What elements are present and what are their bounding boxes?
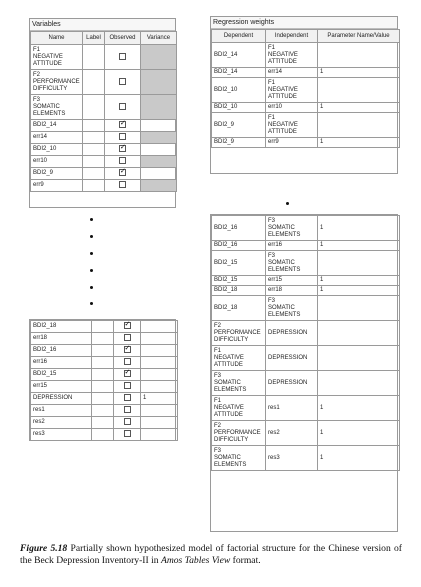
variable-row[interactable] xyxy=(31,70,177,95)
observed-checkbox[interactable] xyxy=(124,334,131,341)
figure-label: Figure 5.18 xyxy=(20,543,68,554)
variable-row[interactable] xyxy=(31,144,177,156)
variable-row[interactable] xyxy=(31,95,177,120)
observed-checkbox[interactable] xyxy=(119,103,126,110)
variable-label-cell[interactable] xyxy=(92,369,114,381)
variable-row[interactable] xyxy=(31,429,178,441)
variable-observed-cell[interactable] xyxy=(105,132,141,144)
independent-value: F3 SOMATIC ELEMENTS xyxy=(268,252,301,273)
parameter-cell[interactable] xyxy=(318,371,400,396)
continuation-dot xyxy=(90,302,93,305)
variable-observed-cell[interactable] xyxy=(105,168,141,180)
dependent-cell[interactable] xyxy=(212,396,266,421)
regression-row[interactable] xyxy=(212,346,400,371)
variable-name: err10 xyxy=(33,158,48,164)
variable-row[interactable] xyxy=(31,321,178,333)
observed-checkbox[interactable] xyxy=(124,370,131,377)
regression-row[interactable] xyxy=(212,78,400,103)
variable-name: BDI2_10 xyxy=(33,146,57,152)
variable-variance-cell[interactable] xyxy=(141,95,177,120)
dependent-value: F2 PERFORMANCE DIFFICULTY xyxy=(214,322,261,343)
dependent-cell[interactable] xyxy=(212,113,266,138)
variables-table xyxy=(30,31,177,192)
parameter-value: 1 xyxy=(320,224,324,231)
variable-name-cell[interactable] xyxy=(31,393,92,405)
dependent-cell[interactable] xyxy=(212,78,266,103)
variable-observed-cell[interactable] xyxy=(105,180,141,192)
variable-observed-cell[interactable] xyxy=(105,95,141,120)
header-label[interactable]: Label xyxy=(83,32,105,45)
parameter-cell[interactable] xyxy=(318,43,400,68)
variable-name: err15 xyxy=(33,383,48,389)
variable-label-cell[interactable] xyxy=(83,156,105,168)
variable-label-cell[interactable] xyxy=(83,120,105,132)
variable-label-cell[interactable] xyxy=(92,321,114,333)
variable-row[interactable] xyxy=(31,156,177,168)
observed-checkbox[interactable] xyxy=(124,382,131,389)
variable-observed-cell[interactable] xyxy=(114,321,141,333)
header-variance[interactable]: Variance xyxy=(141,32,177,45)
variable-name: BDI2_16 xyxy=(33,347,57,353)
independent-cell[interactable] xyxy=(266,286,318,296)
variable-variance-cell[interactable] xyxy=(141,132,177,144)
regression-row[interactable] xyxy=(212,286,400,296)
parameter-cell[interactable] xyxy=(318,138,400,148)
regression-row[interactable] xyxy=(212,276,400,286)
observed-checkbox[interactable] xyxy=(124,394,131,401)
dependent-cell[interactable] xyxy=(212,216,266,241)
variable-row[interactable] xyxy=(31,393,178,405)
variable-name-cell[interactable] xyxy=(31,381,92,393)
dependent-value: F2 PERFORMANCE DIFFICULTY xyxy=(214,422,261,443)
independent-value: err14 xyxy=(268,69,283,75)
variable-name-cell[interactable] xyxy=(31,321,92,333)
variable-label-cell[interactable] xyxy=(83,132,105,144)
parameter-cell[interactable] xyxy=(318,113,400,138)
independent-value: F3 SOMATIC ELEMENTS xyxy=(268,217,301,238)
header-independent[interactable]: Independent xyxy=(266,30,318,43)
parameter-cell[interactable] xyxy=(318,346,400,371)
variance-value: 1 xyxy=(143,395,147,401)
variable-name-cell[interactable] xyxy=(31,144,83,156)
variable-name: BDI2_15 xyxy=(33,371,57,377)
independent-cell[interactable] xyxy=(266,43,318,68)
variable-name: res1 xyxy=(33,407,45,413)
header-name[interactable]: Name xyxy=(31,32,83,45)
continuation-dot xyxy=(90,269,93,272)
variable-name: F3 SOMATIC ELEMENTS xyxy=(33,96,66,117)
observed-checkbox[interactable] xyxy=(124,406,131,413)
independent-cell[interactable] xyxy=(266,276,318,286)
variable-name-cell[interactable] xyxy=(31,417,92,429)
independent-value: err9 xyxy=(268,139,279,145)
variable-label-cell[interactable] xyxy=(83,70,105,95)
variable-label-cell[interactable] xyxy=(83,144,105,156)
independent-value: F1 NEGATIVE ATTITUDE xyxy=(268,44,298,65)
variables-panel-lower xyxy=(29,319,176,441)
regression-row[interactable] xyxy=(212,241,400,251)
variable-row[interactable] xyxy=(31,381,178,393)
variable-label-cell[interactable] xyxy=(92,345,114,357)
variable-label-cell[interactable] xyxy=(83,180,105,192)
variable-variance-cell[interactable] xyxy=(141,120,177,132)
parameter-value: 1 xyxy=(320,429,324,436)
variable-observed-cell[interactable] xyxy=(114,345,141,357)
variable-variance-cell[interactable] xyxy=(141,144,177,156)
parameter-value: 1 xyxy=(320,287,324,293)
variable-observed-cell[interactable] xyxy=(114,417,141,429)
variable-name: F2 PERFORMANCE DIFFICULTY xyxy=(33,71,80,92)
variable-name: F1 NEGATIVE ATTITUDE xyxy=(33,46,63,67)
variable-name-cell[interactable] xyxy=(31,405,92,417)
parameter-cell[interactable] xyxy=(318,286,400,296)
variable-label-cell[interactable] xyxy=(83,95,105,120)
dependent-value: BDI2_15 xyxy=(214,259,238,266)
independent-cell[interactable] xyxy=(266,241,318,251)
parameter-value: 1 xyxy=(320,404,324,411)
variable-row[interactable] xyxy=(31,120,177,132)
variable-name-cell[interactable] xyxy=(31,132,83,144)
regression-row[interactable] xyxy=(212,296,400,321)
variable-variance-cell[interactable] xyxy=(141,321,178,333)
variable-observed-cell[interactable] xyxy=(114,357,141,369)
independent-cell[interactable] xyxy=(266,421,318,446)
independent-value: err15 xyxy=(268,277,283,283)
independent-cell[interactable] xyxy=(266,396,318,421)
regression-row[interactable] xyxy=(212,216,400,241)
observed-checkbox[interactable] xyxy=(119,78,126,85)
variables-panel xyxy=(29,18,176,208)
observed-checkbox[interactable] xyxy=(119,145,126,152)
variable-label-cell[interactable] xyxy=(92,333,114,345)
variable-observed-cell[interactable] xyxy=(114,393,141,405)
dependent-cell[interactable] xyxy=(212,138,266,148)
observed-checkbox[interactable] xyxy=(124,346,131,353)
variable-observed-cell[interactable] xyxy=(105,156,141,168)
variable-name: BDI2_9 xyxy=(33,170,54,176)
continuation-dot xyxy=(286,202,289,205)
variable-row[interactable] xyxy=(31,132,177,144)
independent-cell[interactable] xyxy=(266,68,318,78)
continuation-dot xyxy=(90,235,93,238)
dependent-value: BDI2_16 xyxy=(214,242,238,248)
variable-observed-cell[interactable] xyxy=(105,45,141,70)
variable-row[interactable] xyxy=(31,405,178,417)
observed-checkbox[interactable] xyxy=(124,358,131,365)
independent-cell[interactable] xyxy=(266,216,318,241)
dependent-cell[interactable] xyxy=(212,241,266,251)
regression-row[interactable] xyxy=(212,396,400,421)
independent-cell[interactable] xyxy=(266,78,318,103)
variable-variance-cell[interactable] xyxy=(141,417,178,429)
regression-row[interactable] xyxy=(212,321,400,346)
variable-observed-cell[interactable] xyxy=(114,429,141,441)
caption-suffix: format. xyxy=(232,555,261,566)
independent-cell[interactable] xyxy=(266,446,318,471)
parameter-cell[interactable] xyxy=(318,396,400,421)
figure-caption xyxy=(20,543,402,567)
independent-value: DEPRESSION xyxy=(268,329,308,336)
regression-panel xyxy=(210,16,398,174)
variable-observed-cell[interactable] xyxy=(114,381,141,393)
independent-cell[interactable] xyxy=(266,346,318,371)
variable-name: BDI2_18 xyxy=(33,323,57,329)
regression-row[interactable] xyxy=(212,371,400,396)
variable-variance-cell[interactable] xyxy=(141,45,177,70)
variable-row[interactable] xyxy=(31,333,178,345)
variables-panel-title: Variables xyxy=(30,19,175,31)
dependent-value: BDI2_9 xyxy=(214,121,235,128)
observed-checkbox[interactable] xyxy=(119,133,126,140)
parameter-cell[interactable] xyxy=(318,251,400,276)
continuation-dot xyxy=(90,286,93,289)
variable-row[interactable] xyxy=(31,357,178,369)
dependent-cell[interactable] xyxy=(212,371,266,396)
variable-variance-cell[interactable] xyxy=(141,168,177,180)
variable-name-cell[interactable] xyxy=(31,345,92,357)
variable-name: BDI2_14 xyxy=(33,122,57,128)
continuation-dot xyxy=(90,252,93,255)
parameter-cell[interactable] xyxy=(318,78,400,103)
independent-cell[interactable] xyxy=(266,296,318,321)
parameter-cell[interactable] xyxy=(318,103,400,113)
variable-variance-cell[interactable] xyxy=(141,393,178,405)
variable-observed-cell[interactable] xyxy=(114,333,141,345)
parameter-cell[interactable] xyxy=(318,321,400,346)
dependent-cell[interactable] xyxy=(212,446,266,471)
dependent-value: BDI2_16 xyxy=(214,224,238,231)
dependent-value: BDI2_14 xyxy=(214,51,238,58)
regression-panel-title: Regression weights xyxy=(211,17,397,29)
dependent-value: F1 NEGATIVE ATTITUDE xyxy=(214,347,244,368)
independent-value: DEPRESSION xyxy=(268,354,308,361)
variable-label-cell[interactable] xyxy=(92,405,114,417)
variable-name: DEPRESSION xyxy=(33,395,73,401)
dependent-value: BDI2_18 xyxy=(214,287,238,293)
header-observed[interactable]: Observed xyxy=(105,32,141,45)
dependent-value: BDI2_10 xyxy=(214,86,238,93)
independent-value: DEPRESSION xyxy=(268,379,308,386)
independent-value: err16 xyxy=(268,242,283,248)
independent-value: F1 NEGATIVE ATTITUDE xyxy=(268,79,298,100)
variables-header-row xyxy=(31,32,177,45)
variable-variance-cell[interactable] xyxy=(141,156,177,168)
parameter-value: 1 xyxy=(320,242,324,248)
variable-variance-cell[interactable] xyxy=(141,381,178,393)
independent-value: F3 SOMATIC ELEMENTS xyxy=(268,297,301,318)
independent-cell[interactable] xyxy=(266,113,318,138)
dependent-cell[interactable] xyxy=(212,296,266,321)
parameter-value: 1 xyxy=(320,139,324,145)
parameter-value: 1 xyxy=(320,104,324,110)
variable-row[interactable] xyxy=(31,417,178,429)
regression-row[interactable] xyxy=(212,113,400,138)
variable-row[interactable] xyxy=(31,45,177,70)
variable-variance-cell[interactable] xyxy=(141,405,178,417)
dependent-value: BDI2_18 xyxy=(214,304,238,311)
variable-name: res2 xyxy=(33,419,45,425)
independent-cell[interactable] xyxy=(266,103,318,113)
regression-row[interactable] xyxy=(212,43,400,68)
dependent-value: BDI2_9 xyxy=(214,139,235,145)
variable-name: err9 xyxy=(33,182,44,188)
variable-label-cell[interactable] xyxy=(92,381,114,393)
variable-name-cell[interactable] xyxy=(31,168,83,180)
variable-name-cell[interactable] xyxy=(31,333,92,345)
dependent-cell[interactable] xyxy=(212,276,266,286)
variable-name-cell[interactable] xyxy=(31,357,92,369)
dependent-cell[interactable] xyxy=(212,346,266,371)
observed-checkbox[interactable] xyxy=(124,430,131,437)
parameter-cell[interactable] xyxy=(318,446,400,471)
parameter-cell[interactable] xyxy=(318,296,400,321)
dependent-cell[interactable] xyxy=(212,421,266,446)
variable-variance-cell[interactable] xyxy=(141,70,177,95)
regression-row[interactable] xyxy=(212,446,400,471)
variable-label-cell[interactable] xyxy=(83,45,105,70)
variable-label-cell[interactable] xyxy=(83,168,105,180)
independent-cell[interactable] xyxy=(266,371,318,396)
caption-italic: Amos Tables View xyxy=(160,555,231,566)
variable-name: res3 xyxy=(33,431,45,437)
independent-value: F1 NEGATIVE ATTITUDE xyxy=(268,114,298,135)
independent-cell[interactable] xyxy=(266,138,318,148)
header-dependent[interactable]: Dependent xyxy=(212,30,266,43)
regression-table xyxy=(211,29,400,148)
parameter-cell[interactable] xyxy=(318,68,400,78)
variable-label-cell[interactable] xyxy=(92,357,114,369)
variable-variance-cell[interactable] xyxy=(141,369,178,381)
independent-value: err10 xyxy=(268,104,283,110)
observed-checkbox[interactable] xyxy=(124,322,131,329)
parameter-value: 1 xyxy=(320,454,324,461)
regression-table-lower xyxy=(211,215,400,471)
variable-observed-cell[interactable] xyxy=(114,405,141,417)
dependent-value: BDI2_10 xyxy=(214,104,238,110)
variable-variance-cell[interactable] xyxy=(141,345,178,357)
independent-value: res3 xyxy=(268,454,280,461)
dependent-cell[interactable] xyxy=(212,251,266,276)
variables-table-lower xyxy=(30,320,178,441)
variable-name-cell[interactable] xyxy=(31,156,83,168)
variable-row[interactable] xyxy=(31,369,178,381)
independent-value: err18 xyxy=(268,287,283,293)
variable-label-cell[interactable] xyxy=(92,393,114,405)
variable-name: err18 xyxy=(33,335,48,341)
regression-panel-lower xyxy=(210,214,398,532)
regression-row[interactable] xyxy=(212,421,400,446)
dependent-cell[interactable] xyxy=(212,103,266,113)
variable-variance-cell[interactable] xyxy=(141,429,178,441)
independent-value: res2 xyxy=(268,429,280,436)
dependent-value: BDI2_14 xyxy=(214,69,238,75)
variable-name-cell[interactable] xyxy=(31,369,92,381)
observed-checkbox[interactable] xyxy=(119,169,126,176)
variable-name-cell[interactable] xyxy=(31,70,83,95)
variable-label-cell[interactable] xyxy=(92,429,114,441)
dependent-cell[interactable] xyxy=(212,43,266,68)
parameter-value: 1 xyxy=(320,277,324,283)
variable-variance-cell[interactable] xyxy=(141,333,178,345)
variable-observed-cell[interactable] xyxy=(114,369,141,381)
parameter-cell[interactable] xyxy=(318,241,400,251)
regression-row[interactable] xyxy=(212,138,400,148)
dependent-value: F3 SOMATIC ELEMENTS xyxy=(214,372,247,393)
header-parameter[interactable]: Parameter Name/Value xyxy=(318,30,400,43)
dependent-value: F1 NEGATIVE ATTITUDE xyxy=(214,397,244,418)
observed-checkbox[interactable] xyxy=(119,121,126,128)
variable-variance-cell[interactable] xyxy=(141,180,177,192)
parameter-cell[interactable] xyxy=(318,216,400,241)
observed-checkbox[interactable] xyxy=(119,181,126,188)
dependent-value: F3 SOMATIC ELEMENTS xyxy=(214,447,247,468)
independent-cell[interactable] xyxy=(266,321,318,346)
independent-value: res1 xyxy=(268,404,280,411)
variable-row[interactable] xyxy=(31,168,177,180)
parameter-cell[interactable] xyxy=(318,276,400,286)
observed-checkbox[interactable] xyxy=(119,157,126,164)
caption-text: Partially shown hypothesized model of factorial structure for the Chinese version of the Beck Depression Inventory-II in xyxy=(20,543,402,566)
independent-cell[interactable] xyxy=(266,251,318,276)
variable-observed-cell[interactable] xyxy=(105,70,141,95)
dependent-cell[interactable] xyxy=(212,68,266,78)
regression-row[interactable] xyxy=(212,68,400,78)
regression-header-row xyxy=(212,30,400,43)
variable-name-cell[interactable] xyxy=(31,45,83,70)
continuation-dot xyxy=(90,218,93,221)
observed-checkbox[interactable] xyxy=(119,53,126,60)
variable-name-cell[interactable] xyxy=(31,120,83,132)
variable-name-cell[interactable] xyxy=(31,95,83,120)
observed-checkbox[interactable] xyxy=(124,418,131,425)
variable-row[interactable] xyxy=(31,180,177,192)
regression-row[interactable] xyxy=(212,103,400,113)
variable-observed-cell[interactable] xyxy=(105,144,141,156)
variable-variance-cell[interactable] xyxy=(141,357,178,369)
variable-name: err16 xyxy=(33,359,48,365)
dependent-value: BDI2_15 xyxy=(214,277,238,283)
variable-name-cell[interactable] xyxy=(31,180,83,192)
parameter-value: 1 xyxy=(320,69,324,75)
regression-row[interactable] xyxy=(212,251,400,276)
variable-name: err14 xyxy=(33,134,48,140)
variable-label-cell[interactable] xyxy=(92,417,114,429)
parameter-cell[interactable] xyxy=(318,421,400,446)
dependent-cell[interactable] xyxy=(212,286,266,296)
variable-name-cell[interactable] xyxy=(31,429,92,441)
dependent-cell[interactable] xyxy=(212,321,266,346)
variable-observed-cell[interactable] xyxy=(105,120,141,132)
variable-row[interactable] xyxy=(31,345,178,357)
